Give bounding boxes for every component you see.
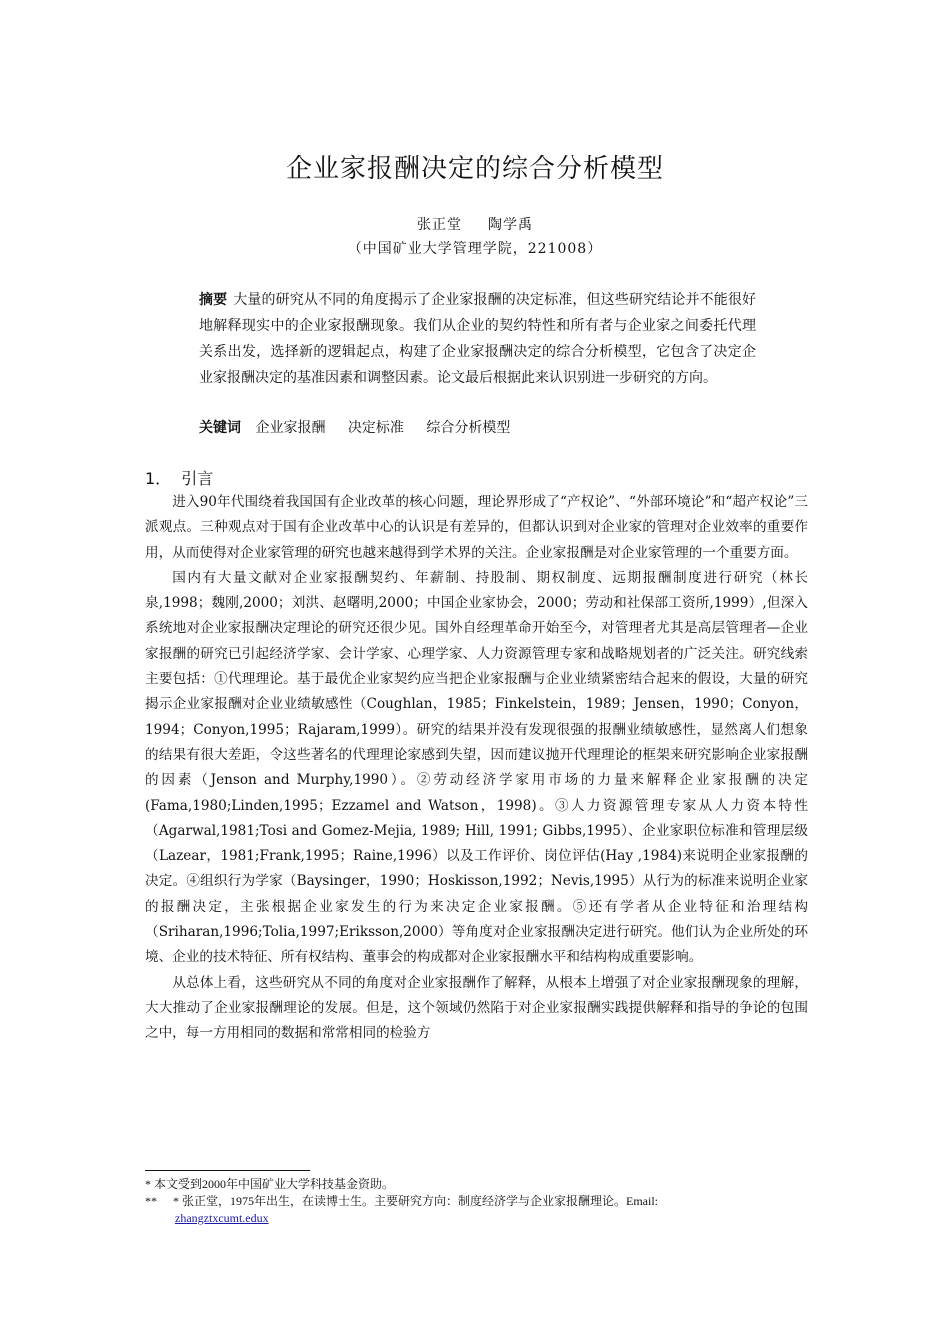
footnotes — [145, 1176, 808, 1227]
footnote-divider — [145, 1170, 310, 1171]
abstract-label: 摘要 — [199, 292, 228, 308]
author-line — [0, 214, 950, 234]
abstract-block — [199, 287, 756, 391]
keyword: 综合分析模型 — [426, 420, 511, 436]
section-title: 引言 — [181, 469, 214, 488]
keyword: 企业家报酬 — [255, 420, 326, 436]
body-text — [145, 490, 808, 1047]
paragraph: 国内有大量文献对企业家报酬契约、年薪制、持股制、期权制度、远期报酬制度进行研究（林长泉,1998；魏刚,2000；刘洪、赵曙明,2000；中国企业家协会，2000；劳动和社保部工资所,1999）,但深入系统地对企业家报酬决定理论的研究还很少见。国外自经理革命开始至今，对管理者尤其是高层管理者—企业家报酬的研究已引起经济学家、会计学家、心理学家、人力资源管理专家和战略规划者的广泛关注。研究线索主要包括：①代理理论。基于最优企业家契约应当把企业家报酬与企业业绩紧密结合起来的假设，大量的研究揭示企业家报酬对企业业绩敏感性（Coughlan，1985；Finkelstein，1989；Jensen，1990；Conyon，1994；Conyon,1995；Rajaram,1999）。研究的结果并没有发现很强的报酬业绩敏感性，显然离人们想象的结果有很大差距，令这些著名的代理理论家感到失望，因而建议抛开代理理论的框架来研究影响企业家报酬的因素（Jenson and Murphy,1990）。②劳动经济学家用市场的力量来解释企业家报酬的决定(Fama,1980;Linden,1995；Ezzamel and Watson，1998)。③人力资源管理专家从人力资本特性（Agarwal,1981;Tosi and Gomez-Mejia, 1989; Hill, 1991; Gibbs,1995）、企业家职位标准和管理层级（Lazear，1981;Frank,1995；Raine,1996）以及工作评价、岗位评估(Hay ,1984)来说明企业家报酬的决定。④组织行为学家（Baysinger，1990；Hoskisson,1992；Nevis,1995）从行为的标准来说明企业家的报酬决定，主张根据企业家发生的行为来决定企业家报酬。⑤还有学者从企业特征和治理结构（Sriharan,1996;Tolia,1997;Eriksson,2000）等角度对企业家报酬决定进行研究。他们认为企业所处的环境、企业的技术特征、所有权结构、董事会的构成都对企业家报酬水平和结构构成重要影响。 — [145, 569, 808, 966]
email-link[interactable]: zhangztxcumt.edux — [175, 1211, 269, 1225]
keywords-label: 关键词 — [199, 420, 241, 436]
paper-title: 企业家报酬决定的综合分析模型 — [285, 154, 664, 184]
keywords-block — [199, 415, 756, 441]
author-name: 张正堂 — [417, 217, 462, 233]
section-heading — [145, 466, 213, 489]
paragraph: 从总体上看，这些研究从不同的角度对企业家报酬作了解释，从根本上增强了对企业家报酬现象的理解，大大推动了企业家报酬理论的发展。但是，这个领域仍然陷于对企业家报酬实践提供解释和指导的争论的包围之中，每一方用相同的数据和常常相同的检验方 — [145, 974, 808, 1042]
affiliation: （中国矿业大学管理学院，221008） — [347, 241, 603, 257]
footnote-author — [145, 1193, 808, 1210]
footnote-author-text: * 张正堂，1975年出生，在读博士生。主要研究方向：制度经济学与企业家报酬理论。Email: — [173, 1194, 658, 1208]
author-name: 陶学禹 — [488, 217, 533, 233]
section-number: 1． — [145, 469, 172, 488]
footnote-mark: ** — [145, 1194, 157, 1208]
abstract-text: 大量的研究从不同的角度揭示了企业家报酬的决定标准，但这些研究结论并不能很好地解释现实中的企业家报酬现象。我们从企业的契约特性和所有者与企业家之间委托代理关系出发，选择新的逻辑起点，构建了企业家报酬决定的综合分析模型，它包含了决定企业家报酬决定的基准因素和调整因素。论文最后根据此来认识别进一步研究的方向。 — [199, 292, 757, 386]
footnote-funding: * 本文受到2000年中国矿业大学科技基金资助。 — [145, 1177, 395, 1191]
paragraph: 进入90年代围绕着我国国有企业改革的核心问题，理论界形成了“产权论”、“外部环境论”和“超产权论”三派观点。三种观点对于国有企业改革中心的认识是有差异的，但都认识到对企业家的管理对企业效率的重要作用，从而使得对企业家管理的研究也越来越得到学术界的关注。企业家报酬是对企业家管理的一个重要方面。 — [145, 494, 808, 561]
keyword: 决定标准 — [347, 420, 404, 436]
